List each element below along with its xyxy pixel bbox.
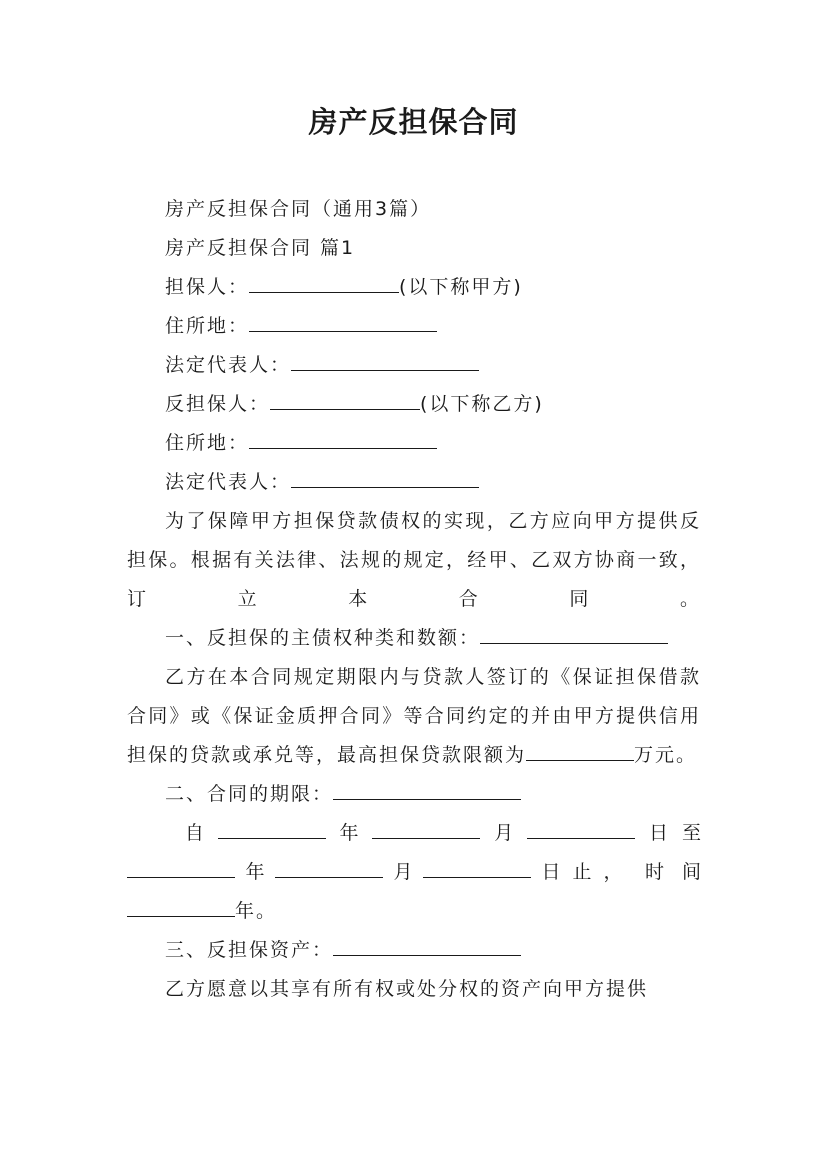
to-day-blank [423, 857, 531, 878]
guarantor-line [127, 268, 701, 307]
clause1-body: 乙方在本合同规定期限内与贷款人签订的《保证担保借款合同》或《保证金质押合同》等合同约定的并由甲方提供信用担保的贷款或承兑等，最高担保贷款限额为 [127, 666, 701, 766]
clause3-paragraph: 乙方愿意以其享有所有权或处分权的资产向甲方提供 [165, 978, 649, 1000]
date-year-1: 年 [339, 822, 359, 844]
legal-rep-label-1: 法定代表人： [165, 354, 292, 376]
guarantor-suffix: (以下称甲方) [399, 276, 523, 298]
guarantor-blank [249, 272, 399, 293]
address-label-2: 住所地： [165, 432, 250, 454]
date-day-to: 日至 [648, 822, 715, 844]
address-line-2 [127, 424, 701, 463]
from-year-blank [218, 818, 326, 839]
legal-rep-blank-1 [291, 350, 479, 371]
counter-guarantor-line [127, 385, 701, 424]
legal-rep-line-2 [127, 463, 701, 502]
clause3-blank [333, 935, 521, 956]
clause2-heading: 二、合同的期限： [165, 783, 334, 805]
legal-rep-line-1 [127, 346, 701, 385]
legal-rep-blank-2 [291, 467, 479, 488]
address-blank-2 [249, 428, 437, 449]
clause3-heading-line [127, 931, 701, 970]
clause3-heading: 三、反担保资产： [165, 939, 334, 961]
counter-guarantor-blank [270, 389, 420, 410]
address-blank-1 [249, 311, 437, 332]
legal-rep-label-2: 法定代表人： [165, 471, 292, 493]
clause1-blank [480, 623, 668, 644]
date-month-2: 月 [393, 861, 413, 883]
date-duration: 时间 [644, 861, 719, 883]
to-year-blank [127, 857, 235, 878]
clause1-heading: 一、反担保的主债权种类和数额： [165, 627, 481, 649]
duration-blank [127, 896, 235, 917]
clause1-limit-blank [526, 740, 634, 761]
date-years-end: 年。 [235, 900, 278, 922]
date-from: 自 [184, 822, 204, 844]
date-day-end: 日止， [541, 861, 635, 883]
document-title: 房产反担保合同 [308, 105, 519, 139]
date-year-2: 年 [245, 861, 265, 883]
date-row-3 [127, 892, 701, 931]
clause2-blank [333, 779, 521, 800]
document-body [127, 190, 719, 1009]
clause1-heading-line [127, 619, 701, 658]
date-range-block [127, 814, 719, 931]
address-label-1: 住所地： [165, 315, 250, 337]
date-row-1 [127, 814, 715, 853]
counter-guarantor-label: 反担保人： [165, 393, 271, 415]
to-month-blank [275, 857, 383, 878]
intro-paragraph: 为了保障甲方担保贷款债权的实现，乙方应向甲方提供反担保。根据有关法律、法规的规定，经甲、乙双方协商一致，订立本合同。 [127, 510, 701, 610]
counter-guarantor-suffix: (以下称乙方) [420, 393, 544, 415]
clause1-unit: 万元。 [634, 744, 698, 766]
date-month-1: 月 [494, 822, 514, 844]
section-heading: 房产反担保合同 篇1 [165, 237, 356, 259]
clause1-paragraph [127, 658, 701, 775]
document-subtitle: 房产反担保合同（通用3篇） [165, 198, 432, 220]
guarantor-label: 担保人： [165, 276, 250, 298]
from-month-blank [372, 818, 480, 839]
date-row-2 [127, 853, 719, 892]
from-day-blank [527, 818, 635, 839]
clause2-heading-line [127, 775, 701, 814]
address-line-1 [127, 307, 701, 346]
